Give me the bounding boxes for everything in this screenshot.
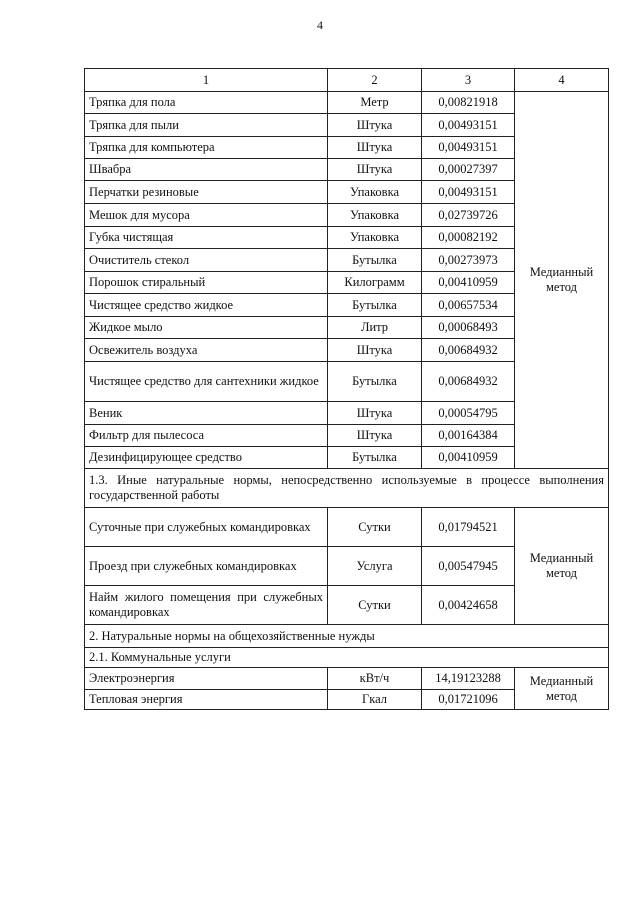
item-name: Перчатки резиновые — [85, 181, 328, 204]
page-number: 4 — [317, 18, 323, 32]
item-name: Тряпка для компьютера — [85, 137, 328, 159]
item-value: 0,00410959 — [422, 272, 515, 294]
item-name: Жидкое мыло — [85, 317, 328, 339]
item-unit: Сутки — [328, 508, 422, 547]
item-value: 0,00684932 — [422, 339, 515, 362]
item-unit: Услуга — [328, 547, 422, 586]
item-unit: Литр — [328, 317, 422, 339]
item-name: Тряпка для пыли — [85, 114, 328, 137]
item-name: Очиститель стекол — [85, 249, 328, 272]
column-header-3: 3 — [422, 69, 515, 92]
norms-table — [84, 68, 609, 710]
item-unit: Килограмм — [328, 272, 422, 294]
item-value: 0,00493151 — [422, 114, 515, 137]
item-value: 0,00273973 — [422, 249, 515, 272]
table-row — [85, 668, 609, 690]
method-cell: Медианный метод — [515, 668, 609, 710]
item-unit: Упаковка — [328, 204, 422, 227]
item-value: 0,00027397 — [422, 159, 515, 181]
item-unit: Упаковка — [328, 181, 422, 204]
item-name: Швабра — [85, 159, 328, 181]
table-header-row — [85, 69, 609, 92]
item-unit: Бутылка — [328, 249, 422, 272]
item-value: 0,00493151 — [422, 181, 515, 204]
section-2-heading: 2. Натуральные нормы на общехозяйственные нужды — [85, 625, 609, 648]
item-value: 14,19123288 — [422, 668, 515, 690]
item-unit: Бутылка — [328, 294, 422, 317]
item-unit: Штука — [328, 137, 422, 159]
item-value: 0,00054795 — [422, 402, 515, 425]
section-row — [85, 648, 609, 668]
item-name: Чистящее средство жидкое — [85, 294, 328, 317]
section-row — [85, 625, 609, 648]
item-name: Мешок для мусора — [85, 204, 328, 227]
item-value: 0,00410959 — [422, 447, 515, 469]
item-name: Дезинфицирующее средство — [85, 447, 328, 469]
method-cell: Медианный метод — [515, 92, 609, 469]
item-name: Найм жилого помещения при служебных командировках — [85, 586, 328, 625]
item-value: 0,00164384 — [422, 425, 515, 447]
item-unit: Гкал — [328, 690, 422, 710]
item-name: Чистящее средство для сантехники жидкое — [85, 362, 328, 402]
item-unit: Штука — [328, 159, 422, 181]
column-header-4: 4 — [515, 69, 609, 92]
item-value: 0,01721096 — [422, 690, 515, 710]
item-unit: Бутылка — [328, 447, 422, 469]
item-unit: Упаковка — [328, 227, 422, 249]
column-header-1: 1 — [85, 69, 328, 92]
item-name: Фильтр для пылесоса — [85, 425, 328, 447]
item-name: Тепловая энергия — [85, 690, 328, 710]
item-value: 0,01794521 — [422, 508, 515, 547]
item-unit: кВт/ч — [328, 668, 422, 690]
item-unit: Бутылка — [328, 362, 422, 402]
item-unit: Штука — [328, 425, 422, 447]
item-value: 0,00424658 — [422, 586, 515, 625]
method-cell: Медианный метод — [515, 508, 609, 625]
table-row — [85, 508, 609, 547]
item-value: 0,00068493 — [422, 317, 515, 339]
item-name: Порошок стиральный — [85, 272, 328, 294]
item-value: 0,00082192 — [422, 227, 515, 249]
item-unit: Штука — [328, 402, 422, 425]
table-row — [85, 92, 609, 114]
section-1-3-heading: 1.3. Иные натуральные нормы, непосредственно используемые в процессе выполнения государственной работы — [85, 469, 609, 508]
item-name: Губка чистящая — [85, 227, 328, 249]
item-unit: Штука — [328, 339, 422, 362]
item-value: 0,02739726 — [422, 204, 515, 227]
item-value: 0,00821918 — [422, 92, 515, 114]
item-name: Проезд при служебных командировках — [85, 547, 328, 586]
item-value: 0,00657534 — [422, 294, 515, 317]
item-name: Электроэнергия — [85, 668, 328, 690]
section-row — [85, 469, 609, 508]
column-header-2: 2 — [328, 69, 422, 92]
item-name: Тряпка для пола — [85, 92, 328, 114]
section-2-1-heading: 2.1. Коммунальные услуги — [85, 648, 609, 668]
item-value: 0,00493151 — [422, 137, 515, 159]
item-name: Суточные при служебных командировках — [85, 508, 328, 547]
item-unit: Сутки — [328, 586, 422, 625]
item-name: Веник — [85, 402, 328, 425]
item-value: 0,00547945 — [422, 547, 515, 586]
item-unit: Метр — [328, 92, 422, 114]
item-unit: Штука — [328, 114, 422, 137]
item-name: Освежитель воздуха — [85, 339, 328, 362]
item-value: 0,00684932 — [422, 362, 515, 402]
